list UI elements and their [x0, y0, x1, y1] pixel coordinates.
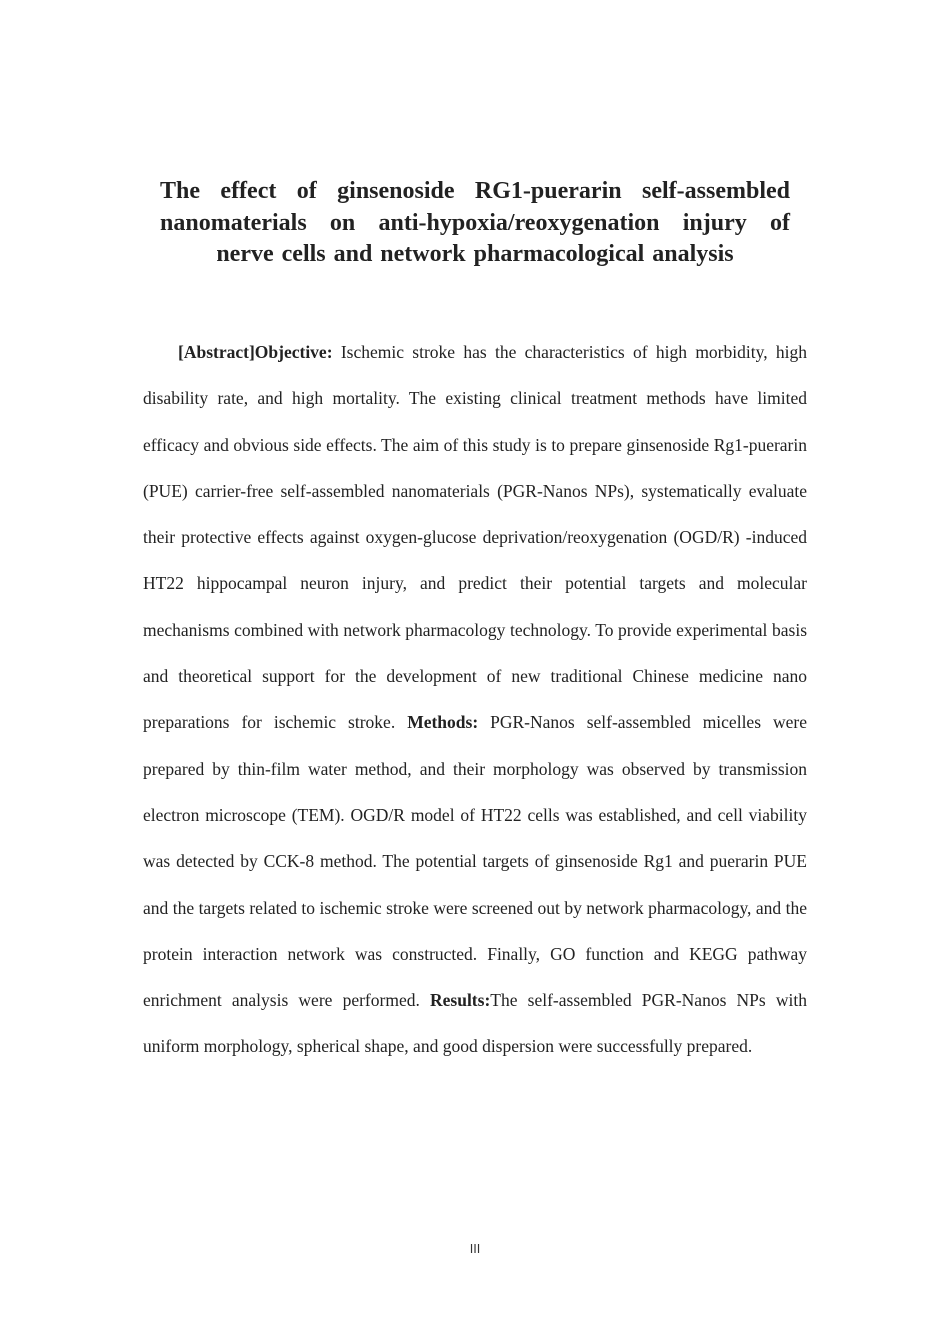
title-line-2: nanomaterials on anti-hypoxia/reoxygenation injury of — [160, 209, 790, 236]
objective-text: Ischemic stroke has the characteristics of high morbidity, high disability rate, and high mortality. The existing clinical treatment methods have limited efficacy and obvious side effects. The aim of this study is to prepare ginsenoside Rg1-puerarin (PUE) carrier-free self-assembled nanomaterials (PGR-Nanos NPs), systematically evaluate their protective effects against oxygen-glucose deprivation/reoxygenation (OGD/R) -induced HT22 hippocampal neuron injury, and predict their potential targets and molecular mechanisms combined with network pharmacology technology. To provide experimental basis and theoretical support for the development of new traditional Chinese medicine nano preparations for ischemic stroke. — [143, 342, 807, 733]
abstract-label: [Abstract] — [178, 342, 255, 362]
document-title — [160, 176, 790, 271]
title-line-3: nerve cells and network pharmacological analysis — [216, 241, 734, 267]
objective-label: Objective: — [254, 342, 333, 362]
title-line-1: The effect of ginsenoside RG1-puerarin self-assembled — [160, 178, 790, 204]
abstract-paragraph — [143, 329, 807, 1070]
methods-label: Methods: — [407, 712, 479, 733]
methods-text: PGR-Nanos self-assembled micelles were prepared by thin-film water method, and their morphology was observed by transmission electron microscope (TEM). OGD/R model of HT22 cells was established, and cell viability was detected by CCK-8 method. The potential targets of ginsenoside Rg1 and puerarin PUE and the targets related to ischemic stroke were screened out by network pharmacology, and the protein interaction network was constructed. Finally, GO function and KEGG pathway enrichment analysis were performed. — [143, 712, 807, 1011]
page-number: III — [469, 1242, 481, 1256]
results-label: Results: — [430, 990, 491, 1011]
results-text: The self-assembled PGR-Nanos NPs with uniform morphology, spherical shape, and good dispersion were successfully prepared. — [143, 990, 807, 1057]
